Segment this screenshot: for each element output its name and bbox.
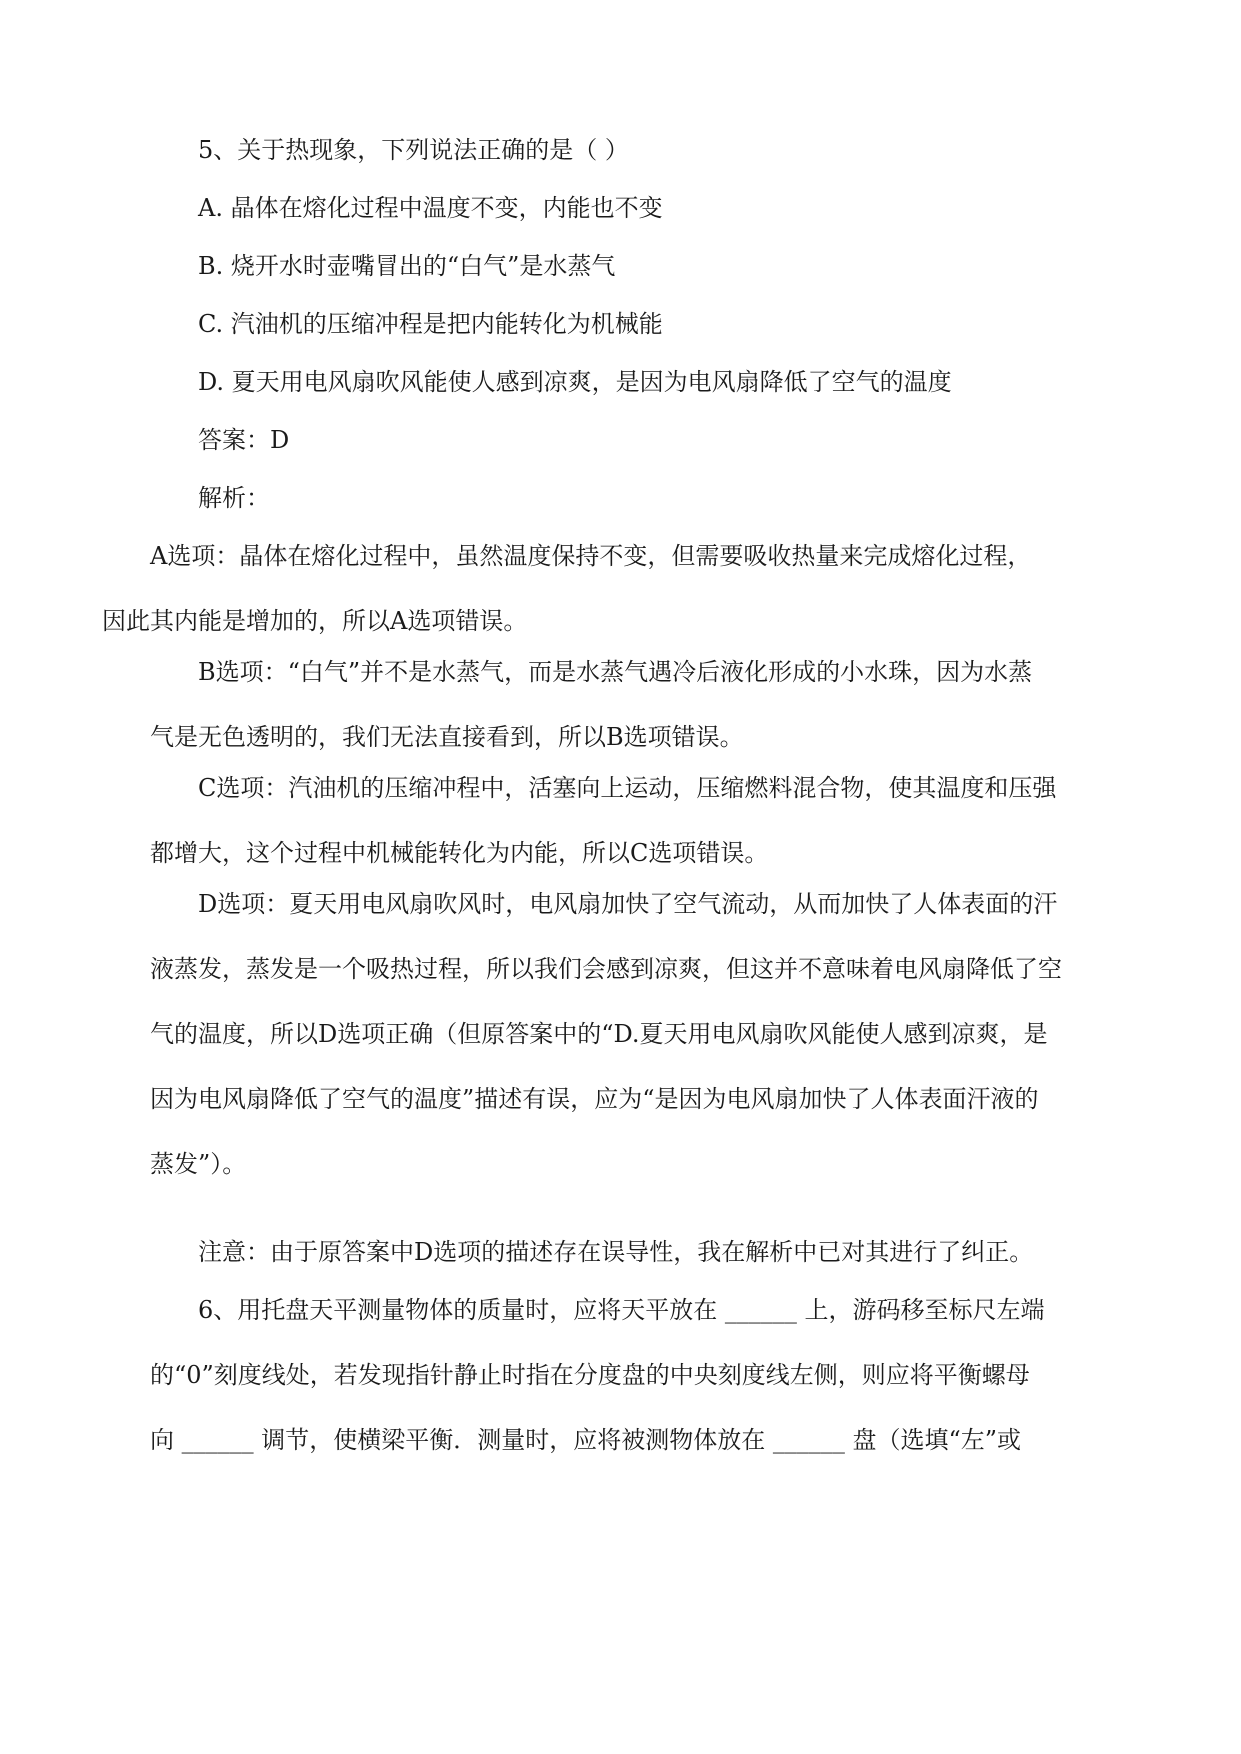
analysis-c-line: C选项：汽油机的压缩冲程中，活塞向上运动，压缩燃料混合物，使其温度和压强 [198, 774, 1057, 802]
question-5-option-c: C. 汽油机的压缩冲程是把内能转化为机械能 [198, 310, 663, 338]
analysis-d-line: 蒸发”）。 [150, 1150, 247, 1178]
analysis-b-line: 气是无色透明的，我们无法直接看到，所以B选项错误。 [150, 723, 744, 751]
analysis-a-line: 因此其内能是增加的，所以A选项错误。 [102, 607, 528, 635]
analysis-d-line: 因为电风扇降低了空气的温度”描述有误，应为“是因为电风扇加快了人体表面汗液的 [150, 1085, 1039, 1113]
analysis-note: 注意：由于原答案中D选项的描述存在误导性，我在解析中已对其进行了纠正。 [198, 1238, 1034, 1266]
question-6-line: 的“0”刻度线处，若发现指针静止时指在分度盘的中央刻度线左侧，则应将平衡螺母 [150, 1361, 1030, 1389]
analysis-d-line: D选项：夏天用电风扇吹风时，电风扇加快了空气流动，从而加快了人体表面的汗 [198, 890, 1058, 918]
question-6-line: 向 ______ 调节，使横梁平衡．测量时，应将被测物体放在 ______ 盘（选填“左”或 [150, 1426, 1022, 1454]
question-5-answer: 答案：D [198, 426, 290, 454]
question-5-option-d: D. 夏天用电风扇吹风能使人感到凉爽，是因为电风扇降低了空气的温度 [198, 368, 952, 396]
analysis-option-b [150, 640, 1090, 770]
analysis-d-line: 气的温度，所以D选项正确（但原答案中的“D.夏天用电风扇吹风能使人感到凉爽，是 [150, 1020, 1048, 1048]
question-6 [150, 1278, 1090, 1473]
analysis-d-line: 液蒸发，蒸发是一个吸热过程，所以我们会感到凉爽，但这并不意味着电风扇降低了空 [150, 955, 1062, 983]
question-6-line: 6、用托盘天平测量物体的质量时，应将天平放在 ______ 上，游码移至标尺左端 [198, 1296, 1045, 1324]
question-5-stem: 5、关于热现象，下列说法正确的是（ ） [198, 136, 629, 164]
analysis-option-d [150, 872, 1090, 1197]
analysis-c-line: 都增大，这个过程中机械能转化为内能，所以C选项错误。 [150, 839, 769, 867]
analysis-option-c [150, 756, 1090, 886]
analysis-a-line: A选项：晶体在熔化过程中，虽然温度保持不变，但需要吸收热量来完成熔化过程， [150, 542, 1032, 570]
analysis-b-line: B选项：“白气”并不是水蒸气，而是水蒸气遇冷后液化形成的小水珠，因为水蒸 [198, 658, 1033, 686]
analysis-option-a [102, 524, 1090, 654]
analysis-title: 解析： [198, 484, 270, 512]
question-5-option-b: B. 烧开水时壶嘴冒出的“白气”是水蒸气 [198, 252, 616, 280]
question-5-option-a: A. 晶体在熔化过程中温度不变，内能也不变 [198, 194, 663, 222]
